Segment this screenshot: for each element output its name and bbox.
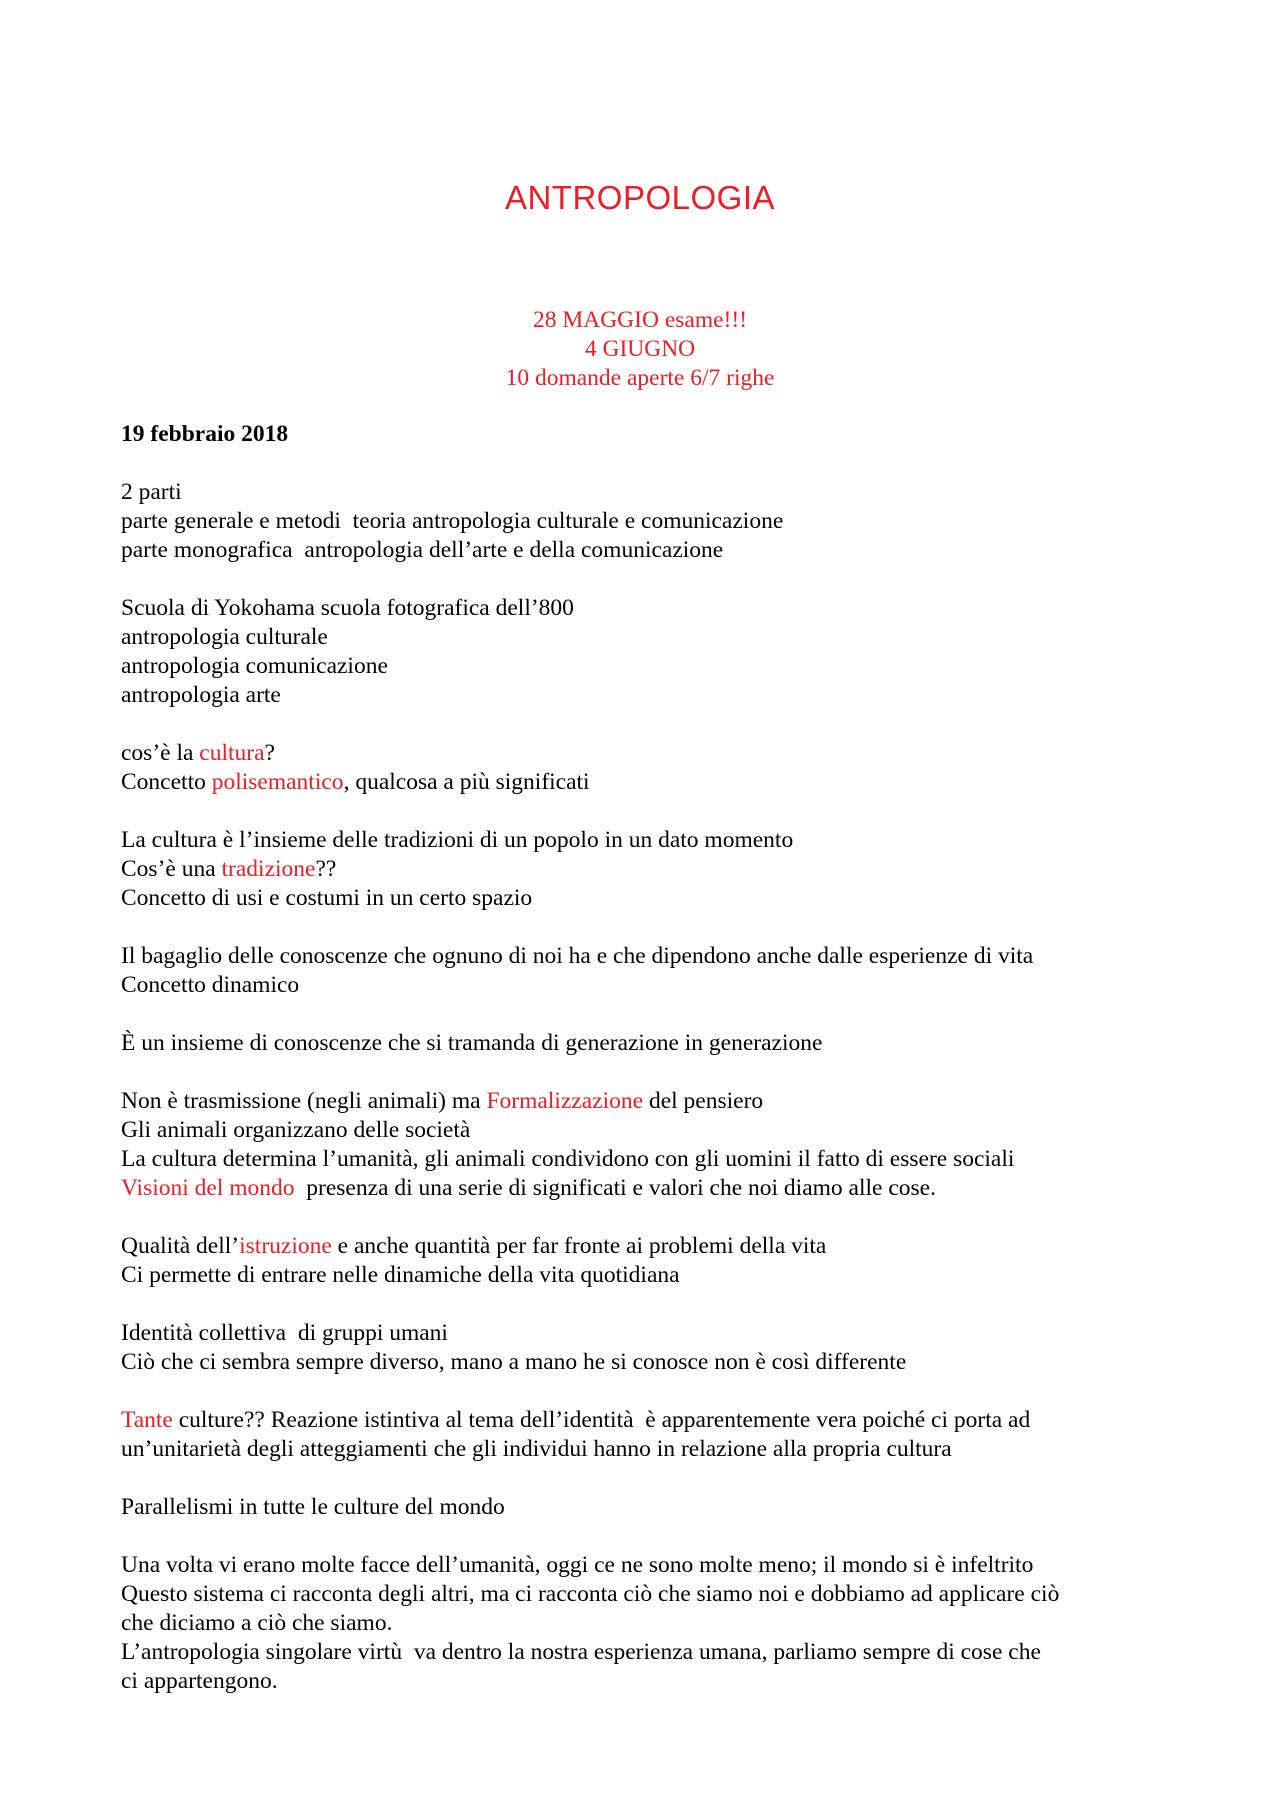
text-line (121, 942, 1181, 971)
text-segment: 2 parti (121, 479, 182, 505)
paragraph (121, 594, 1181, 710)
text-segment: e anche quantità per far fronte ai problemi della vita (331, 1233, 827, 1259)
text-line (121, 1232, 1181, 1261)
text-line (121, 768, 1181, 797)
text-line (121, 971, 1181, 1000)
exam-format: 10 domande aperte 6/7 righe (505, 365, 775, 391)
text-line (121, 478, 1181, 507)
highlighted-term: Formalizzazione (486, 1088, 644, 1114)
highlighted-term: istruzione (239, 1233, 332, 1259)
paragraph (121, 1319, 1181, 1377)
highlighted-term: Tante (121, 1407, 173, 1433)
text-segment: cos’è la (121, 740, 200, 766)
paragraph (121, 1493, 1181, 1522)
text-line (121, 1580, 1181, 1609)
text-segment: parte generale e metodi teoria antropologia culturale e comunicazione (121, 508, 784, 534)
text-line (121, 1116, 1181, 1145)
text-segment: parte monografica antropologia dell’arte e della comunicazione (121, 537, 724, 563)
text-line (121, 507, 1181, 536)
text-line (121, 1551, 1181, 1580)
text-segment: ?? (315, 856, 337, 882)
text-segment: che diciamo a ciò che siamo. (121, 1610, 393, 1636)
text-segment: antropologia comunicazione (121, 653, 388, 679)
text-segment: culture?? Reazione istintiva al tema dell’identità è apparentemente vera poiché ci porta ad (172, 1407, 1031, 1433)
exam-date-primary: 28 MAGGIO esame!!! (532, 307, 748, 333)
text-line (121, 1348, 1181, 1377)
paragraph (121, 1029, 1181, 1058)
text-line (121, 855, 1181, 884)
text-segment: Identità collettiva di gruppi umani (121, 1320, 448, 1346)
paragraph (121, 478, 1181, 565)
paragraph (121, 739, 1181, 797)
text-line (121, 884, 1181, 913)
text-segment: Non è trasmissione (negli animali) ma (121, 1088, 487, 1114)
text-segment: ? (264, 740, 275, 766)
text-segment: Ciò che ci sembra sempre diverso, mano a mano he si conosce non è così differente (121, 1349, 907, 1375)
text-line (121, 1638, 1181, 1667)
text-segment: Concetto (121, 769, 212, 795)
highlighted-term: Visioni del mondo (121, 1175, 295, 1201)
paragraph (121, 826, 1181, 913)
text-line (121, 594, 1181, 623)
text-line (121, 1319, 1181, 1348)
text-segment: Concetto di usi e costumi in un certo spazio (121, 885, 533, 911)
document-title: ANTROPOLOGIA (504, 179, 776, 216)
text-line (121, 536, 1181, 565)
text-segment: Gli animali organizzano delle società (121, 1117, 471, 1143)
text-line (121, 652, 1181, 681)
text-line (121, 623, 1181, 652)
text-segment: un’unitarietà degli atteggiamenti che gli individui hanno in relazione alla propria cultura (121, 1436, 952, 1462)
text-line (121, 1609, 1181, 1638)
text-segment: La cultura è l’insieme delle tradizioni di un popolo in un dato momento (121, 827, 794, 853)
text-segment: Scuola di Yokohama scuola fotografica dell’800 (121, 595, 574, 621)
paragraph (121, 1232, 1181, 1290)
lecture-date: 19 febbraio 2018 (121, 421, 289, 447)
text-line (121, 1435, 1181, 1464)
text-segment: È un insieme di conoscenze che si tramanda di generazione in generazione (121, 1030, 823, 1056)
text-line (121, 1174, 1181, 1203)
notes-body (121, 420, 1181, 1725)
paragraph (121, 1087, 1181, 1203)
text-line (121, 1493, 1181, 1522)
paragraph-list (121, 478, 1181, 1696)
paragraph (121, 1551, 1181, 1696)
text-line (121, 1029, 1181, 1058)
text-line (121, 1087, 1181, 1116)
text-segment: La cultura determina l’umanità, gli animali condividono con gli uomini il fatto di essere sociali (121, 1146, 1015, 1172)
text-line (121, 739, 1181, 768)
highlighted-term: polisemantico (211, 769, 344, 795)
text-segment: presenza di una serie di significati e valori che noi diamo alle cose. (294, 1175, 936, 1201)
text-segment: Parallelismi in tutte le culture del mondo (121, 1494, 505, 1520)
paragraph (121, 942, 1181, 1000)
text-line (121, 1667, 1181, 1696)
text-segment: Concetto dinamico (121, 972, 300, 998)
text-segment: , qualcosa a più significati (343, 769, 590, 795)
text-line (121, 1145, 1181, 1174)
text-segment: antropologia arte (121, 682, 281, 708)
text-segment: ci appartengono. (121, 1668, 278, 1694)
text-segment: Cos’è una (121, 856, 222, 882)
text-segment: Il bagaglio delle conoscenze che ognuno di noi ha e che dipendono anche dalle esperienze di vita (121, 943, 1034, 969)
text-segment: del pensiero (643, 1088, 764, 1114)
highlighted-term: cultura (199, 740, 265, 766)
exam-date-secondary: 4 GIUGNO (584, 336, 696, 362)
text-line (121, 681, 1181, 710)
text-line (121, 1406, 1181, 1435)
text-segment: L’antropologia singolare virtù va dentro la nostra esperienza umana, parliamo sempre di cose che (121, 1639, 1041, 1665)
exam-info-block (0, 306, 1280, 393)
highlighted-term: tradizione (221, 856, 316, 882)
text-segment: Questo sistema ci racconta degli altri, ma ci racconta ciò che siamo noi e dobbiamo ad applicare ciò (121, 1581, 1060, 1607)
text-segment: Qualità dell’ (121, 1233, 240, 1259)
text-line (121, 1261, 1181, 1290)
text-segment: Ci permette di entrare nelle dinamiche della vita quotidiana (121, 1262, 680, 1288)
text-line (121, 826, 1181, 855)
text-segment: antropologia culturale (121, 624, 328, 650)
paragraph (121, 1406, 1181, 1464)
text-segment: Una volta vi erano molte facce dell’umanità, oggi ce ne sono molte meno; il mondo si è infeltrito (121, 1552, 1034, 1578)
